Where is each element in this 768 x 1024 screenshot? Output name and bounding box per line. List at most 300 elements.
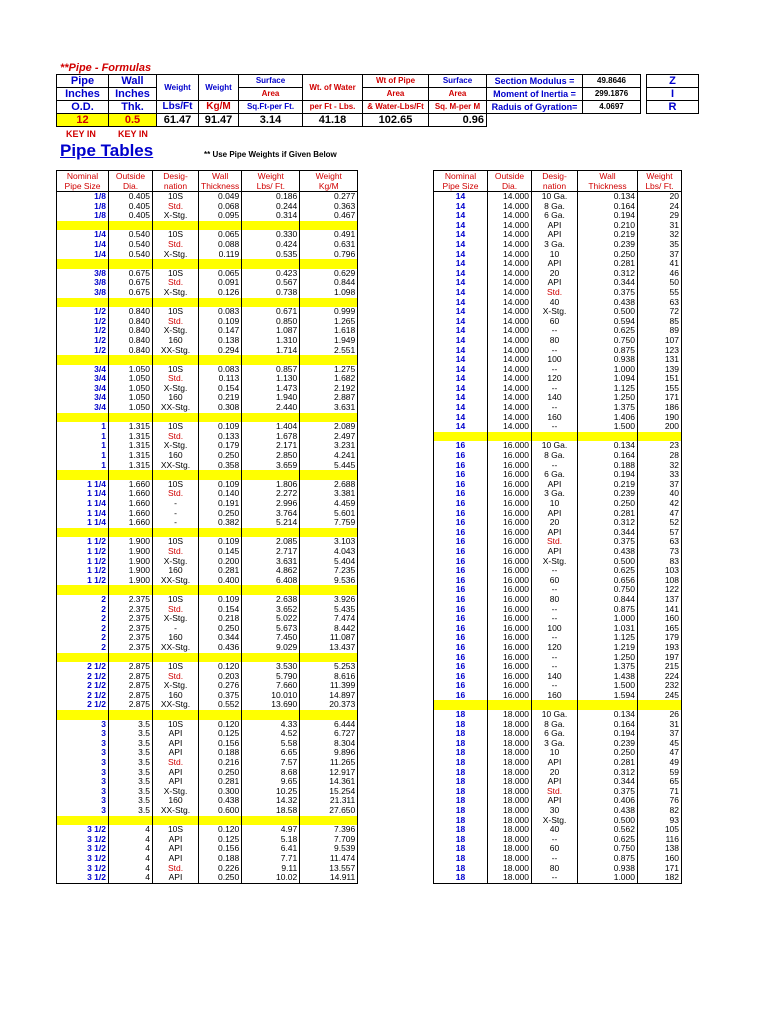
table-cell: 14 [434,259,488,269]
table-cell: 0.200 [199,557,242,567]
table-cell: 14.897 [300,691,358,701]
table-row [434,393,682,403]
table-row [57,192,358,202]
table-cell: 1 [57,441,109,451]
table-cell: 2 1/2 [57,662,109,672]
table-row [57,211,358,221]
table-cell: -- [532,422,578,432]
table-cell [109,470,153,480]
table-cell [242,528,300,538]
table-cell: 71 [638,787,682,797]
table-row [57,518,358,528]
table-cell: Std. [153,672,199,682]
table-cell: 0.844 [578,595,638,605]
table-cell: 1.375 [578,662,638,672]
table-cell: 0.250 [578,499,638,509]
table-cell: Std. [153,605,199,615]
table-cell: 10S [153,192,199,202]
table-row [57,643,358,653]
table-cell: 14.000 [488,355,532,365]
table-row [434,595,682,605]
table-cell: 0.300 [199,787,242,797]
table-row [434,250,682,260]
table-row [57,384,358,394]
table-cell: 160 [153,633,199,643]
table-cell: 5.18 [242,835,300,845]
table-cell: 3.5 [109,806,153,816]
table-cell: X-Stg. [153,250,199,260]
table-cell: 18 [434,796,488,806]
table-cell: 0.875 [578,605,638,615]
table-cell: 3 [57,787,109,797]
table-cell: 0.113 [199,374,242,384]
table-cell: -- [532,403,578,413]
table-row [434,307,682,317]
table-cell: 193 [638,643,682,653]
table-cell: 42 [638,499,682,509]
table-separator [57,413,358,423]
table-cell: 18 [434,806,488,816]
table-cell: 18 [434,873,488,883]
table-cell: 20 [532,768,578,778]
od-input[interactable]: 12 [57,114,109,127]
table-cell [578,700,638,710]
table-cell: 1.618 [300,326,358,336]
table-cell: 65 [638,777,682,787]
key-in-label-od: KEY IN [66,129,96,139]
table-cell: 4 [109,864,153,874]
table-cell: 0.938 [578,864,638,874]
table-cell: 47 [638,509,682,519]
table-cell: 8 Ga. [532,720,578,730]
table-cell: 1/2 [57,346,109,356]
table-cell: 6 Ga. [532,729,578,739]
table-cell: 14 [434,365,488,375]
table-cell: API [153,844,199,854]
table-row [57,873,358,883]
table-cell: 0.423 [242,269,300,279]
table-cell: 16 [434,557,488,567]
table-cell: 3/4 [57,365,109,375]
table-cell: 3/4 [57,374,109,384]
table-cell: 0.540 [109,230,153,240]
table-cell: 18 [434,777,488,787]
table-cell: 0.405 [109,211,153,221]
table-cell: 0.844 [300,278,358,288]
table-cell: API [532,758,578,768]
table-cell: 14.000 [488,403,532,413]
table-cell: 8.304 [300,739,358,749]
table-row [57,624,358,634]
table-cell: 7.396 [300,825,358,835]
table-cell: 6.408 [242,576,300,586]
table-cell: Std. [153,374,199,384]
table-row [434,816,682,826]
table-cell: 0.405 [109,192,153,202]
table-cell: XX-Stg. [153,806,199,816]
table-cell: 0.330 [242,230,300,240]
table-cell: 14.361 [300,777,358,787]
table-cell [153,528,199,538]
table-cell: 52 [638,518,682,528]
table-cell: 14.000 [488,192,532,202]
table-cell: 5.601 [300,509,358,519]
table-cell: 0.738 [242,288,300,298]
table-cell: 10S [153,595,199,605]
table-cell: 16.000 [488,662,532,672]
table-cell: 2 1/2 [57,700,109,710]
table-cell [300,585,358,595]
table-cell: 3.530 [242,662,300,672]
calc-header-lbsft: Lbs/Ft [157,101,199,114]
table-row [57,461,358,471]
table-cell: 10.25 [242,787,300,797]
table-cell: 2 [57,614,109,624]
table-cell: 2.192 [300,384,358,394]
table-cell: Std. [153,547,199,557]
table-cell: 6.727 [300,729,358,739]
table-cell: Std. [153,202,199,212]
table-cell: 160 [153,566,199,576]
table-row [57,729,358,739]
table-cell: 2.497 [300,432,358,442]
table-cell: 4 [109,835,153,845]
table-cell: 0.436 [199,643,242,653]
table-cell: 72 [638,307,682,317]
table-cell: 108 [638,576,682,586]
table-cell: 0.840 [109,317,153,327]
table-cell [242,585,300,595]
table-row [57,835,358,845]
table-cell: 0.424 [242,240,300,250]
calc-header-od-2: Inches [57,88,109,101]
table-row [434,230,682,240]
table-cell: 0.083 [199,365,242,375]
table-cell: 171 [638,393,682,403]
table-cell: 7.474 [300,614,358,624]
table-cell: 0.281 [578,509,638,519]
table-cell [109,413,153,423]
table-cell: 0.250 [199,451,242,461]
table-cell: 0.126 [199,288,242,298]
table-cell: 3 [57,777,109,787]
table-cell: 122 [638,585,682,595]
table-cell: 18 [434,748,488,758]
table-cell: API [532,480,578,490]
table-cell: 0.600 [199,806,242,816]
table-cell: 0.281 [578,259,638,269]
table-cell: 3 [57,729,109,739]
table-cell: 18 [434,864,488,874]
table-row [434,461,682,471]
table-cell [300,413,358,423]
table-cell: 3/4 [57,393,109,403]
table-cell: 116 [638,835,682,845]
table-cell: -- [532,326,578,336]
table-cell [300,710,358,720]
table-cell: 245 [638,691,682,701]
table-cell [109,710,153,720]
table-cell: 18.000 [488,768,532,778]
table-cell: 1.050 [109,393,153,403]
table-row [434,681,682,691]
calc-header-surface: Surface [239,75,303,88]
table-cell: 165 [638,624,682,634]
table-cell: 1.315 [109,461,153,471]
table-cell: 16 [434,441,488,451]
table-cell: 3 Ga. [532,240,578,250]
table-cell: 0.250 [199,873,242,883]
table-cell: 0.138 [199,336,242,346]
table-row [434,624,682,634]
right-header-od-2: Dia. [488,181,532,192]
table-cell: 3 [57,796,109,806]
table-cell: 63 [638,537,682,547]
table-cell: 1.594 [578,691,638,701]
table-cell: 1.050 [109,403,153,413]
table-cell: 46 [638,269,682,279]
table-cell: 0.857 [242,365,300,375]
table-cell: 18.000 [488,777,532,787]
table-cell: 47 [638,748,682,758]
table-cell: 1.315 [109,441,153,451]
table-row [434,585,682,595]
table-cell: 100 [532,624,578,634]
table-cell: 224 [638,672,682,682]
table-cell: 20.373 [300,700,358,710]
table-cell [300,298,358,308]
table-cell: 14.000 [488,269,532,279]
table-cell: 0.750 [578,336,638,346]
water-weight-result: 41.18 [303,114,363,127]
table-cell: 0.875 [578,854,638,864]
table-row [434,835,682,845]
table-cell: 18.000 [488,873,532,883]
section-modulus-symbol: Z [647,75,699,88]
table-cell: 16.000 [488,528,532,538]
table-cell: 18 [434,816,488,826]
thickness-input[interactable]: 0.5 [109,114,157,127]
table-cell: -- [532,614,578,624]
table-cell: 4 [109,825,153,835]
table-cell: 16 [434,480,488,490]
table-cell: 1.660 [109,489,153,499]
key-in-label-thk: KEY IN [118,129,148,139]
table-cell: 0.675 [109,288,153,298]
table-cell: 1/8 [57,211,109,221]
table-cell: 16.000 [488,518,532,528]
table-row [434,614,682,624]
table-cell: 14 [434,230,488,240]
left-header-wall: Wall [199,171,242,182]
table-cell: 0.491 [300,230,358,240]
table-row [434,720,682,730]
table-cell: 16.000 [488,470,532,480]
table-cell: 14.000 [488,221,532,231]
table-cell [153,585,199,595]
table-row [57,864,358,874]
table-cell: 3.5 [109,729,153,739]
table-cell: 89 [638,326,682,336]
table-cell: 50 [638,278,682,288]
table-cell: 0.216 [199,758,242,768]
table-row [434,374,682,384]
table-cell: -- [532,365,578,375]
table-cell: 1.130 [242,374,300,384]
table-cell: 1.660 [109,509,153,519]
table-cell: 0.188 [199,748,242,758]
table-cell: 4.33 [242,720,300,730]
table-cell: 18.000 [488,825,532,835]
table-cell: 14 [434,298,488,308]
table-cell: 1.473 [242,384,300,394]
table-cell: 3.5 [109,720,153,730]
table-cell: 6.41 [242,844,300,854]
table-cell: -- [532,384,578,394]
table-cell: 10.010 [242,691,300,701]
table-cell: 1.714 [242,346,300,356]
table-cell: 0.438 [578,806,638,816]
table-row [57,806,358,816]
table-cell: 3/8 [57,269,109,279]
table-cell: 0.552 [199,700,242,710]
table-cell: 0.594 [578,317,638,327]
table-cell: 0.134 [578,710,638,720]
table-cell: 3 1/2 [57,835,109,845]
table-cell: Std. [153,489,199,499]
table-cell [199,710,242,720]
table-cell: 18 [434,835,488,845]
table-cell: -- [532,585,578,595]
table-row [57,269,358,279]
table-row [434,470,682,480]
table-separator [57,710,358,720]
calc-header-weight-lbs: Weight [157,75,199,101]
table-cell: 18.000 [488,748,532,758]
table-row [57,499,358,509]
table-cell: 14.000 [488,336,532,346]
table-cell: 40 [532,298,578,308]
table-row [57,768,358,778]
table-cell: 14 [434,288,488,298]
table-cell: 105 [638,825,682,835]
table-cell [638,432,682,442]
table-cell: 18 [434,758,488,768]
table-cell: 14 [434,374,488,384]
calc-header-wt-pipe-2: Area [363,88,429,101]
table-cell: 0.156 [199,844,242,854]
table-cell: 0.219 [578,230,638,240]
table-cell: 1/2 [57,317,109,327]
left-header-wall-2: Thickness [199,181,242,192]
table-cell: 4.97 [242,825,300,835]
table-cell: 0.134 [578,441,638,451]
table-cell: 2.440 [242,403,300,413]
table-cell: 6 Ga. [532,211,578,221]
table-cell: 1.219 [578,643,638,653]
table-cell [153,470,199,480]
table-cell: 0.500 [578,307,638,317]
table-cell: 16.000 [488,585,532,595]
table-cell: 1.900 [109,557,153,567]
right-header-desig: Desig- [532,171,578,182]
table-cell: 40 [532,825,578,835]
table-cell: 14.000 [488,346,532,356]
table-cell: API [153,835,199,845]
table-row [434,480,682,490]
table-cell: 0.375 [199,691,242,701]
table-cell: 16 [434,461,488,471]
table-row [434,317,682,327]
table-cell [242,259,300,269]
table-cell [300,259,358,269]
table-cell: X-Stg. [153,326,199,336]
table-cell: 1.375 [578,403,638,413]
table-cell: 2.717 [242,547,300,557]
table-cell: API [153,768,199,778]
table-cell: 1.660 [109,480,153,490]
table-cell [57,528,109,538]
table-cell: API [532,777,578,787]
table-cell: 3.652 [242,605,300,615]
table-cell: 18.000 [488,854,532,864]
table-cell: 0.109 [199,480,242,490]
table-cell [242,653,300,663]
table-row [434,221,682,231]
table-cell: 16.000 [488,537,532,547]
table-cell: API [532,259,578,269]
table-cell: 0.562 [578,825,638,835]
table-cell: 3.926 [300,595,358,605]
table-cell: 131 [638,355,682,365]
table-cell: 1.000 [578,873,638,883]
table-cell [434,700,488,710]
table-cell: -- [532,854,578,864]
left-header-weight-kg: Weight [300,171,358,182]
left-header-weight-lbs-2: Lbs/ Ft. [242,181,300,192]
gyration-symbol: R [647,101,699,114]
table-separator [57,221,358,231]
table-cell: 0.239 [578,489,638,499]
table-cell: 0.191 [199,499,242,509]
calc-header-sqft: Sq.Ft-per Ft. [239,101,303,114]
table-cell [242,298,300,308]
table-cell: 138 [638,844,682,854]
table-row [434,403,682,413]
table-cell: 2 [57,643,109,653]
table-cell: 7.660 [242,681,300,691]
table-cell: API [532,796,578,806]
table-cell: 16 [434,653,488,663]
table-cell: 0.156 [199,739,242,749]
table-row [434,269,682,279]
table-cell: 160 [532,691,578,701]
table-cell: XX-Stg. [153,643,199,653]
table-cell: 1 [57,461,109,471]
table-row [57,700,358,710]
table-row [57,537,358,547]
table-cell: 0.049 [199,192,242,202]
table-row [434,739,682,749]
table-cell: 11.474 [300,854,358,864]
table-cell: 2.875 [109,691,153,701]
table-cell: 0.068 [199,202,242,212]
surface-sqft-result: 3.14 [239,114,303,127]
table-cell [300,653,358,663]
table-cell: 16.000 [488,509,532,519]
table-cell: 16.000 [488,691,532,701]
table-cell: 10 [532,250,578,260]
